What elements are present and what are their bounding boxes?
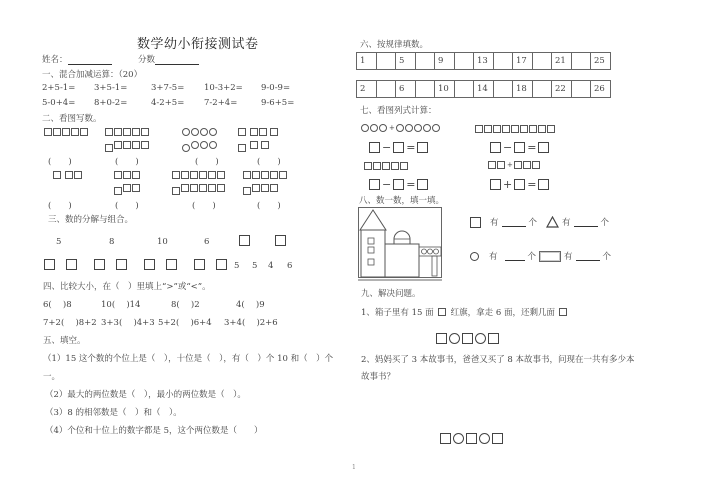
answer-paren[interactable]: ( ): [48, 157, 72, 167]
answer-box[interactable]: [417, 179, 428, 190]
seq-blank[interactable]: [376, 53, 396, 70]
seq-cell: 18: [513, 81, 533, 98]
seq-blank[interactable]: [376, 81, 396, 98]
compare-item[interactable]: 3+4( )2+6: [224, 318, 278, 328]
seq-blank[interactable]: [571, 53, 591, 70]
operator-circle[interactable]: [479, 433, 490, 444]
fill-q2[interactable]: （2）最大的两位数是（ ），最小的两位数是（ ）。: [45, 390, 246, 400]
equation-template-2[interactable]: [440, 433, 503, 444]
s1-r1c4: 10-3+2=: [204, 83, 243, 93]
seq-blank[interactable]: [454, 81, 474, 98]
answer-paren[interactable]: ( ): [257, 157, 281, 167]
answer-box[interactable]: [94, 259, 105, 270]
name-label: 姓名：: [42, 55, 68, 65]
answer-box[interactable]: [462, 333, 473, 344]
figure-squares-5: [364, 161, 409, 171]
blank-box[interactable]: [559, 308, 567, 316]
seq-cell: 1: [357, 53, 377, 70]
fill-q1[interactable]: （1）15 这个数的个位上是（ ），十位是（ ），有（ ）个 10 和（ ）个: [43, 354, 334, 364]
section4-heading: 四、比较大小，在（ ）里填上“>”或“<”。: [43, 282, 211, 292]
compare-item[interactable]: 5+2( )6+4: [158, 318, 212, 328]
answer-box[interactable]: [488, 333, 499, 344]
s1-r2c1: 5-0+4=: [42, 98, 76, 108]
decomp-number: 6: [204, 237, 210, 247]
answer-box[interactable]: [144, 259, 155, 270]
answer-box[interactable]: [490, 179, 501, 190]
compare-item[interactable]: 8( )2: [171, 300, 200, 310]
problem-1: 1、箱子里有 15 面 红旗，拿走 6 面，还剩几面: [361, 306, 568, 318]
triangle-icon: [546, 216, 559, 228]
section1-heading: 一、混合加减运算：（20）: [42, 70, 143, 80]
compare-item[interactable]: 10( )14: [101, 300, 141, 310]
answer-box[interactable]: [490, 142, 501, 153]
equation-2[interactable]: − =: [489, 141, 550, 154]
equation-1[interactable]: − =: [368, 141, 429, 154]
answer-box[interactable]: [538, 142, 549, 153]
answer-box[interactable]: [44, 259, 55, 270]
figure-squares-5: [44, 127, 89, 137]
seq-blank[interactable]: [532, 81, 552, 98]
operator-circle[interactable]: [453, 433, 464, 444]
seq-blank[interactable]: [532, 53, 552, 70]
answer-box[interactable]: [538, 179, 549, 190]
section6-heading: 六、按规律填数。: [360, 40, 429, 50]
name-blank[interactable]: [68, 55, 112, 65]
decomp-number: 5: [252, 261, 258, 271]
section7-heading: 七、看图列式计算：: [360, 106, 437, 116]
figure-squares-5-4: [243, 170, 288, 195]
figure-circles-3-plus-5: +: [361, 124, 441, 132]
section5-heading: 五、填空。: [43, 336, 86, 346]
square-icon: [470, 217, 481, 228]
seq-cell: 22: [552, 81, 572, 98]
seq-cell: 6: [396, 81, 416, 98]
seq-blank[interactable]: [493, 81, 513, 98]
answer-paren[interactable]: ( ): [48, 201, 72, 211]
answer-box[interactable]: [393, 142, 404, 153]
fill-q4[interactable]: （4）个位和十位上的数字都是 5，这个两位数是（ ）: [45, 426, 263, 436]
compare-item[interactable]: 6( )8: [43, 300, 72, 310]
fill-q3[interactable]: （3）8 的相邻数是（ ）和（ ）。: [45, 408, 182, 418]
figure-squares-3: [53, 170, 83, 180]
seq-cell: 14: [474, 81, 494, 98]
fill-q1-cont: 一。: [43, 372, 61, 382]
s1-r1c2: 3+5-1=: [94, 83, 128, 93]
answer-box[interactable]: [369, 142, 380, 153]
decomp-number: 8: [109, 237, 115, 247]
s1-r2c4: 7-2+4=: [204, 98, 238, 108]
seq-blank[interactable]: [493, 53, 513, 70]
count-blank[interactable]: [505, 251, 525, 261]
problem-2-line2: 故事书？: [361, 372, 396, 382]
answer-box[interactable]: [466, 433, 477, 444]
s1-r1c1: 2+5-1=: [42, 83, 76, 93]
decomp-number: 6: [287, 261, 293, 271]
equation-3[interactable]: − =: [368, 178, 429, 191]
answer-box[interactable]: [440, 433, 451, 444]
sequence-row-1: [356, 52, 611, 70]
compare-item[interactable]: 4( )9: [236, 300, 265, 310]
compare-item[interactable]: 7+2( )8+2: [43, 318, 97, 328]
section3-heading: 三、数的分解与组合。: [48, 215, 134, 225]
s1-r2c3: 4-2+5=: [151, 98, 185, 108]
page-title: 数学幼小衔接测试卷: [137, 37, 259, 52]
decomp-number: 10: [157, 237, 168, 247]
circle-icon: [470, 252, 479, 261]
count-blank[interactable]: [574, 217, 598, 227]
seq-cell: 21: [552, 53, 572, 70]
rectangle-icon: [539, 251, 561, 262]
count-square-row: 有 个 有 个: [470, 216, 609, 228]
decomp-number: 5: [56, 237, 62, 247]
figure-squares-scattered: [238, 127, 279, 152]
name-field[interactable]: [42, 53, 112, 65]
answer-box[interactable]: [239, 235, 250, 246]
seq-cell: 10: [435, 81, 455, 98]
score-label: 分数: [138, 55, 156, 65]
seq-blank[interactable]: [571, 81, 591, 98]
s1-r2c5: 9-6+5=: [261, 98, 295, 108]
section8-heading: 八、数一数，填一填。: [359, 196, 445, 206]
figure-squares-5-5: [105, 127, 150, 152]
count-blank[interactable]: [576, 251, 600, 261]
answer-paren[interactable]: ( ): [257, 201, 281, 211]
answer-box[interactable]: [216, 259, 227, 270]
answer-paren[interactable]: ( ): [115, 201, 139, 211]
figure-squares-9: [475, 124, 556, 134]
equation-4[interactable]: + =: [489, 178, 550, 191]
answer-box[interactable]: [514, 179, 525, 190]
operator-circle[interactable]: [449, 333, 460, 344]
answer-box[interactable]: [116, 259, 127, 270]
compare-item[interactable]: 3+3( )4+3: [101, 318, 155, 328]
section9-heading: 九、解决问题。: [361, 289, 421, 299]
seq-blank[interactable]: [454, 53, 474, 70]
seq-cell: 2: [357, 81, 377, 98]
seq-cell: 25: [591, 53, 611, 70]
answer-box[interactable]: [66, 259, 77, 270]
answer-box[interactable]: [369, 179, 380, 190]
decomp-number: 4: [268, 261, 274, 271]
answer-box[interactable]: [275, 235, 286, 246]
score-field[interactable]: [138, 53, 199, 65]
figure-squares-2-plus-3: +: [488, 161, 541, 169]
seq-blank[interactable]: [415, 81, 435, 98]
seq-cell: 5: [396, 53, 416, 70]
s1-r1c3: 3+7-5=: [151, 83, 185, 93]
sequence-row-2: [356, 80, 611, 98]
answer-box[interactable]: [166, 259, 177, 270]
s1-r1c5: 9-0-9=: [261, 83, 291, 93]
seq-blank[interactable]: [415, 53, 435, 70]
seq-cell: 17: [513, 53, 533, 70]
house-picture: [358, 207, 444, 282]
answer-box[interactable]: [492, 433, 503, 444]
s1-r2c2: 8+0-2=: [94, 98, 128, 108]
answer-box[interactable]: [436, 333, 447, 344]
equation-template-1[interactable]: [436, 333, 499, 344]
operator-circle[interactable]: [475, 333, 486, 344]
seq-cell: 13: [474, 53, 494, 70]
score-blank[interactable]: [155, 55, 199, 65]
section2-heading: 二、看图写数。: [42, 114, 102, 124]
figure-squares-3-3: [114, 170, 141, 195]
answer-box[interactable]: [393, 179, 404, 190]
seq-cell: 26: [591, 81, 611, 98]
count-circle-row: 有 个 有 个: [470, 250, 611, 262]
answer-paren[interactable]: ( ): [192, 201, 216, 211]
figure-squares-6-6: [172, 170, 226, 195]
decomp-number: 5: [234, 261, 240, 271]
answer-paren[interactable]: ( ): [115, 157, 139, 167]
answer-box[interactable]: [417, 142, 428, 153]
answer-box[interactable]: [514, 142, 525, 153]
seq-cell: 9: [435, 53, 455, 70]
blank-box[interactable]: [438, 308, 446, 316]
figure-circles-4-4: [182, 127, 218, 152]
answer-paren[interactable]: ( ): [195, 157, 219, 167]
count-blank[interactable]: [502, 217, 526, 227]
problem-2-line1: 2、妈妈买了 3 本故事书，爸爸又买了 8 本故事书，问现在一共有多少本: [361, 355, 635, 365]
answer-box[interactable]: [194, 259, 205, 270]
page-number: 1: [352, 464, 356, 471]
